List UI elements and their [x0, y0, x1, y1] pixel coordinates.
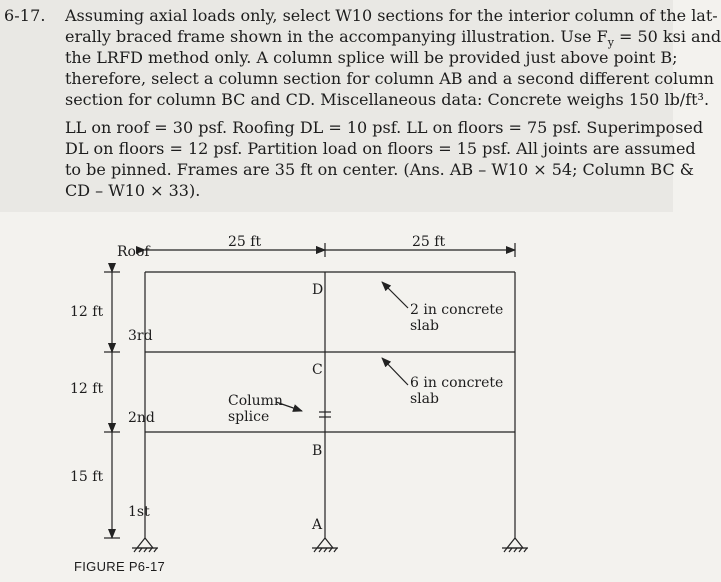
level-1st: 1st — [128, 504, 150, 520]
slab-mid-line-2: slab — [410, 391, 439, 407]
level-roof: Roof — [117, 244, 150, 260]
problem-line-3: the LRFD method only. A column splice will be provided just above point B; — [65, 48, 678, 67]
problem-line-2: erally braced frame shown in the accompanying illustration. Use $F_y = 50$ ksi and — [65, 27, 721, 50]
point-d: D — [312, 282, 324, 298]
slab-mid-leader — [382, 358, 408, 385]
span-right-label: 25 ft — [412, 234, 446, 250]
problem-line-4: therefore, select a column section for column AB and a second different column — [65, 69, 714, 88]
support-left — [132, 538, 158, 552]
story-dim-1: 12 ft — [70, 304, 104, 320]
splice-line-2: splice — [228, 409, 270, 425]
point-c: C — [312, 362, 323, 378]
point-a: A — [312, 517, 323, 533]
splice-line-1: Column — [228, 393, 283, 409]
problem-line-7: DL on floors = 12 psf. Partition load on floors = 15 psf. All joints are assumed — [65, 139, 696, 158]
story-dim-3: 15 ft — [70, 469, 104, 485]
problem-line-8: to be pinned. Frames are 35 ft on center. (Ans. AB – W10 × 54; Column BC & — [65, 160, 695, 179]
problem-line-9: CD – W10 × 33). — [65, 181, 201, 200]
problem-line-5: section for column BC and CD. Miscellaneous data: Concrete weighs 150 lb/ft³. — [65, 90, 710, 109]
level-3rd: 3rd — [128, 328, 153, 344]
slab-mid-line-1: 6 in concrete — [410, 375, 504, 391]
level-2nd: 2nd — [128, 410, 155, 426]
slab-top-leader — [382, 282, 408, 308]
slab-top-line-2: slab — [410, 318, 439, 334]
point-b: B — [312, 443, 323, 459]
support-interior — [312, 538, 338, 552]
figure-caption: FIGURE P6-17 — [74, 559, 166, 574]
slab-top-line-1: 2 in concrete — [410, 302, 504, 318]
problem-line-6: LL on roof = 30 psf. Roofing DL = 10 psf. LL on floors = 75 psf. Superimposed — [65, 118, 704, 137]
support-right — [502, 538, 528, 552]
story-dim-2: 12 ft — [70, 381, 104, 397]
span-left-label: 25 ft — [228, 234, 262, 250]
problem-number: 6-17. — [4, 6, 46, 25]
problem-line-1: Assuming axial loads only, select W10 sections for the interior column of the lat- — [65, 6, 718, 25]
